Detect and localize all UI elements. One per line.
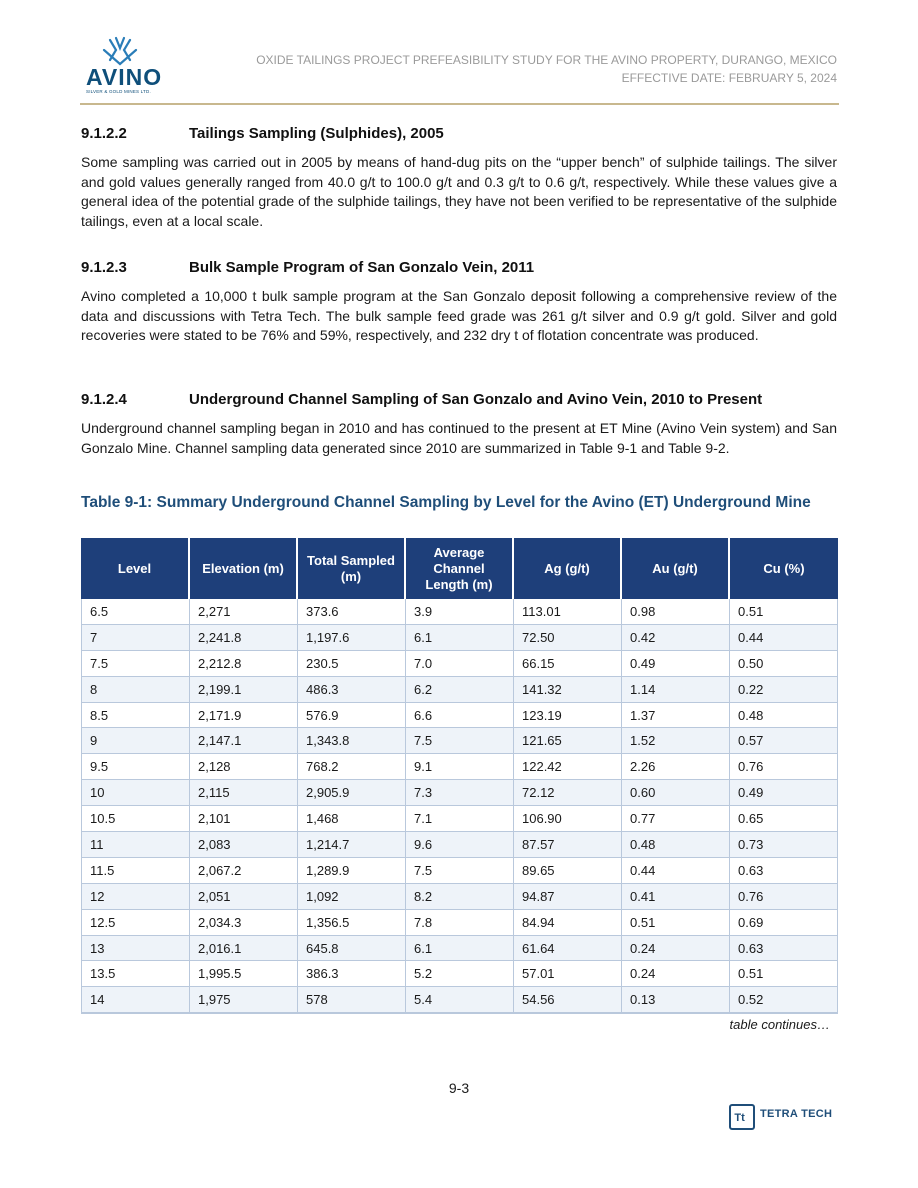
cell-ag: 54.56 (514, 987, 622, 1014)
cell-average-channel-length: 7.0 (406, 651, 514, 677)
cell-au: 0.49 (622, 651, 730, 677)
cell-elevation: 2,147.1 (190, 728, 298, 754)
cell-level: 11 (81, 832, 190, 858)
column-header-au: Au (g/t) (622, 538, 730, 599)
section-title: Bulk Sample Program of San Gonzalo Vein, 2011 (189, 259, 535, 276)
section-title: Tailings Sampling (Sulphides), 2005 (189, 125, 444, 142)
table-row (81, 961, 838, 987)
header-divider (80, 103, 839, 105)
cell-level: 9 (81, 728, 190, 754)
cell-total-sampled: 1,468 (298, 806, 406, 832)
cell-ag: 106.90 (514, 806, 622, 832)
cell-level: 8 (81, 677, 190, 703)
cell-average-channel-length: 6.1 (406, 936, 514, 962)
cell-total-sampled: 1,356.5 (298, 910, 406, 936)
cell-cu: 0.63 (730, 936, 838, 962)
cell-level: 8.5 (81, 703, 190, 729)
cell-level: 10.5 (81, 806, 190, 832)
cell-au: 0.77 (622, 806, 730, 832)
cell-ag: 94.87 (514, 884, 622, 910)
cell-elevation: 1,975 (190, 987, 298, 1014)
cell-au: 0.13 (622, 987, 730, 1014)
table-row (81, 910, 838, 936)
cell-cu: 0.50 (730, 651, 838, 677)
section-heading (81, 259, 534, 276)
cell-ag: 89.65 (514, 858, 622, 884)
cell-total-sampled: 1,092 (298, 884, 406, 910)
cell-elevation: 2,199.1 (190, 677, 298, 703)
table-row (81, 884, 838, 910)
section-heading (81, 125, 444, 142)
cell-level: 7.5 (81, 651, 190, 677)
cell-elevation: 2,128 (190, 754, 298, 780)
cell-average-channel-length: 7.3 (406, 780, 514, 806)
cell-ag: 66.15 (514, 651, 622, 677)
cell-level: 12 (81, 884, 190, 910)
cell-total-sampled: 1,214.7 (298, 832, 406, 858)
cell-au: 0.48 (622, 832, 730, 858)
table-row (81, 754, 838, 780)
cell-elevation: 2,101 (190, 806, 298, 832)
cell-cu: 0.44 (730, 625, 838, 651)
table-row (81, 780, 838, 806)
table-header-row (81, 538, 838, 599)
column-header-ag: Ag (g/t) (514, 538, 622, 599)
cell-average-channel-length: 8.2 (406, 884, 514, 910)
cell-au: 0.98 (622, 599, 730, 625)
cell-elevation: 2,271 (190, 599, 298, 625)
table-row (81, 806, 838, 832)
cell-au: 0.41 (622, 884, 730, 910)
cell-average-channel-length: 6.6 (406, 703, 514, 729)
cell-total-sampled: 1,289.9 (298, 858, 406, 884)
cell-ag: 57.01 (514, 961, 622, 987)
cell-level: 11.5 (81, 858, 190, 884)
page-number: 9-3 (448, 1080, 470, 1096)
table-row (81, 625, 838, 651)
cell-elevation: 2,034.3 (190, 910, 298, 936)
tetra-tech-logo-icon (729, 1104, 755, 1130)
cell-au: 1.14 (622, 677, 730, 703)
cell-elevation: 2,016.1 (190, 936, 298, 962)
section-number: 9.1.2.3 (81, 259, 127, 276)
cell-elevation: 2,051 (190, 884, 298, 910)
section-title: Underground Channel Sampling of San Gonzalo and Avino Vein, 2010 to Present (189, 391, 763, 408)
header-title: OXIDE TAILINGS PROJECT PREFEASIBILITY STUDY FOR THE AVINO PROPERTY, DURANGO, MEXICO (256, 53, 837, 67)
cell-level: 6.5 (81, 599, 190, 625)
section-body: Underground channel sampling began in 2010 and has continued to the present at ET Mine (Avino Vein system) and San Gonzalo Mine. Channel sampling data generated since 2010 are summarized in Table 9-1 and Table 9-2. (81, 420, 837, 456)
cell-cu: 0.22 (730, 677, 838, 703)
cell-cu: 0.76 (730, 884, 838, 910)
cell-level: 14 (81, 987, 190, 1014)
cell-total-sampled: 2,905.9 (298, 780, 406, 806)
cell-ag: 72.50 (514, 625, 622, 651)
cell-au: 1.52 (622, 728, 730, 754)
cell-elevation: 2,067.2 (190, 858, 298, 884)
cell-cu: 0.69 (730, 910, 838, 936)
cell-elevation: 2,083 (190, 832, 298, 858)
header-effective-date: EFFECTIVE DATE: FEBRUARY 5, 2024 (621, 71, 837, 85)
cell-average-channel-length: 5.2 (406, 961, 514, 987)
cell-ag: 141.32 (514, 677, 622, 703)
cell-elevation: 2,241.8 (190, 625, 298, 651)
cell-ag: 113.01 (514, 599, 622, 625)
cell-average-channel-length: 6.1 (406, 625, 514, 651)
column-header-average-channel-length: Average Channel Length (m) (406, 538, 514, 599)
cell-cu: 0.51 (730, 599, 838, 625)
cell-average-channel-length: 7.5 (406, 858, 514, 884)
cell-total-sampled: 373.6 (298, 599, 406, 625)
cell-average-channel-length: 7.1 (406, 806, 514, 832)
cell-au: 0.24 (622, 961, 730, 987)
cell-cu: 0.65 (730, 806, 838, 832)
cell-level: 13.5 (81, 961, 190, 987)
section-number: 9.1.2.4 (81, 391, 127, 408)
cell-cu: 0.52 (730, 987, 838, 1014)
cell-cu: 0.76 (730, 754, 838, 780)
company-name: TETRA TECH (760, 1108, 833, 1120)
table-row (81, 728, 838, 754)
cell-au: 2.26 (622, 754, 730, 780)
cell-au: 0.24 (622, 936, 730, 962)
cell-total-sampled: 230.5 (298, 651, 406, 677)
table-row (81, 599, 838, 625)
cell-ag: 123.19 (514, 703, 622, 729)
section-heading (81, 391, 762, 408)
table-row (81, 677, 838, 703)
cell-average-channel-length: 7.8 (406, 910, 514, 936)
cell-level: 9.5 (81, 754, 190, 780)
column-header-elevation: Elevation (m) (190, 538, 298, 599)
cell-cu: 0.49 (730, 780, 838, 806)
logo-subtitle: SILVER & GOLD MINES LTD. (86, 89, 151, 94)
cell-au: 0.60 (622, 780, 730, 806)
cell-au: 0.44 (622, 858, 730, 884)
cell-ag: 121.65 (514, 728, 622, 754)
logo-name: AVINO (86, 64, 163, 90)
cell-average-channel-length: 6.2 (406, 677, 514, 703)
table-row (81, 987, 838, 1014)
cell-total-sampled: 1,343.8 (298, 728, 406, 754)
table-row (81, 832, 838, 858)
cell-cu: 0.73 (730, 832, 838, 858)
cell-cu: 0.63 (730, 858, 838, 884)
cell-average-channel-length: 7.5 (406, 728, 514, 754)
section-number: 9.1.2.2 (81, 125, 127, 142)
cell-cu: 0.48 (730, 703, 838, 729)
cell-average-channel-length: 3.9 (406, 599, 514, 625)
table-caption: Table 9-1: Summary Underground Channel Sampling by Level for the Avino (ET) Underground Mine (81, 494, 811, 511)
cell-level: 7 (81, 625, 190, 651)
cell-total-sampled: 578 (298, 987, 406, 1014)
cell-ag: 72.12 (514, 780, 622, 806)
cell-ag: 84.94 (514, 910, 622, 936)
cell-au: 0.42 (622, 625, 730, 651)
cell-level: 10 (81, 780, 190, 806)
cell-elevation: 1,995.5 (190, 961, 298, 987)
cell-ag: 122.42 (514, 754, 622, 780)
cell-total-sampled: 1,197.6 (298, 625, 406, 651)
channel-sampling-table (81, 538, 838, 1014)
cell-average-channel-length: 5.4 (406, 987, 514, 1014)
cell-average-channel-length: 9.6 (406, 832, 514, 858)
cell-level: 12.5 (81, 910, 190, 936)
cell-total-sampled: 576.9 (298, 703, 406, 729)
column-header-total-sampled: Total Sampled (m) (298, 538, 406, 599)
cell-cu: 0.51 (730, 961, 838, 987)
cell-total-sampled: 645.8 (298, 936, 406, 962)
cell-average-channel-length: 9.1 (406, 754, 514, 780)
section-body: Avino completed a 10,000 t bulk sample program at the San Gonzalo deposit following a comprehensive review of the data and discussions with Tetra Tech. The bulk sample feed grade was 261 g/t silver and 0.9 g/t gold. Silver and gold recoveries were stated to be 76% and 59%, respectively, and 232 dry t of flotation concentrate was produced. (81, 288, 837, 343)
table-row (81, 703, 838, 729)
cell-level: 13 (81, 936, 190, 962)
cell-au: 1.37 (622, 703, 730, 729)
column-header-cu: Cu (%) (730, 538, 838, 599)
table-row (81, 858, 838, 884)
cell-cu: 0.57 (730, 728, 838, 754)
cell-elevation: 2,171.9 (190, 703, 298, 729)
table-row (81, 936, 838, 962)
cell-total-sampled: 386.3 (298, 961, 406, 987)
table-row (81, 651, 838, 677)
cell-ag: 87.57 (514, 832, 622, 858)
cell-elevation: 2,212.8 (190, 651, 298, 677)
column-header-level: Level (81, 538, 190, 599)
cell-au: 0.51 (622, 910, 730, 936)
cell-total-sampled: 768.2 (298, 754, 406, 780)
cell-total-sampled: 486.3 (298, 677, 406, 703)
section-body: Some sampling was carried out in 2005 by means of hand-dug pits on the “upper bench” of sulphide tailings. The silver and gold values generally ranged from 40.0 g/t to 100.0 g/t and 0.3 g/t to 0.6 g/t, respectively. While these values give a general idea of the potential grade of the sulphide tailings, they have not been verified to be representative of the sulphide tailings, even at a local scale. (81, 154, 837, 229)
table-continues-note: table continues… (729, 1017, 830, 1032)
cell-ag: 61.64 (514, 936, 622, 962)
cell-elevation: 2,115 (190, 780, 298, 806)
tetra-tech-mark: Tt (734, 1112, 745, 1125)
